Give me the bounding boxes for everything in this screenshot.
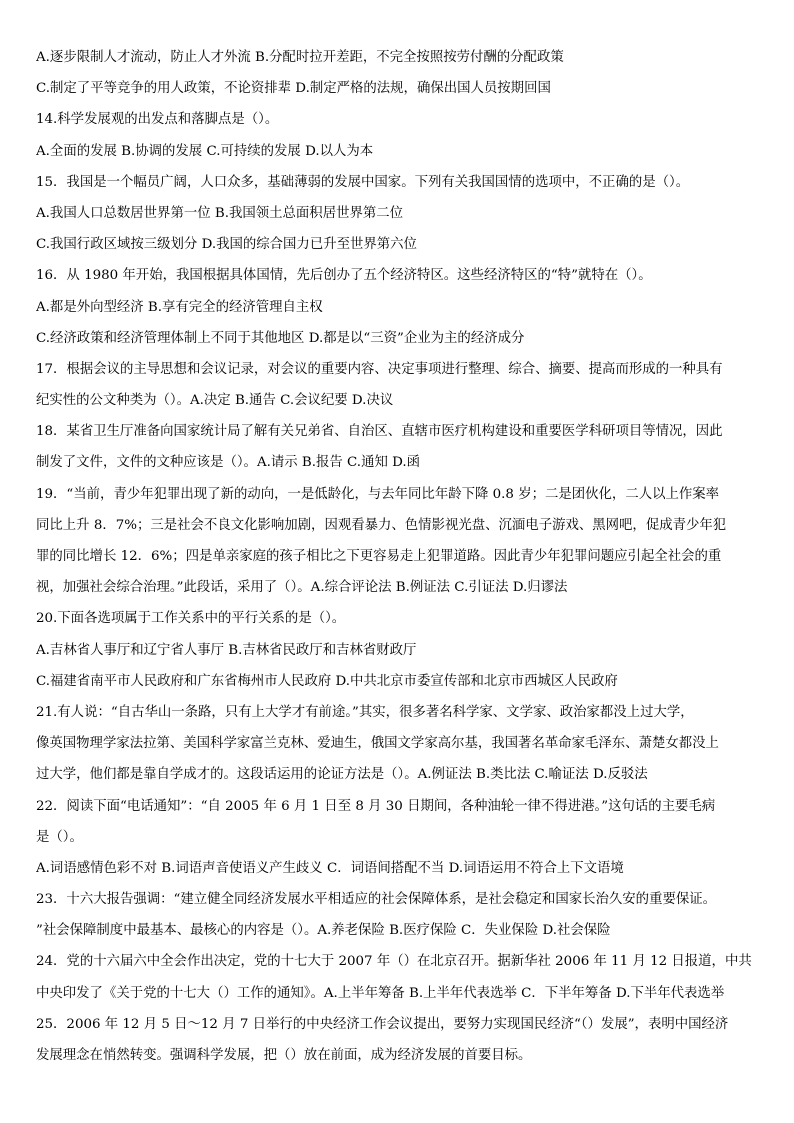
text-line: 视，加强社会综合治理。”此段话，采用了（）。A.综合评论法 B.例证法 C.引证法 D.归谬法: [36, 580, 568, 596]
text-line: A.逐步限制人才流动，防止人才外流 B.分配时拉开差距，不完全按照按劳付酬的分配政策: [36, 50, 564, 65]
question-17: 17．根据会议的主导思想和会议记录，对会议的重要内容、决定事项进行整理、综合、摘要、提高而形成的一种具有: [36, 361, 723, 377]
text-line: A.我国人口总数居世界第一位 B.我国领土总面积居世界第二位: [36, 205, 404, 221]
question-21: 21.有人说：“自古华山一条路，只有上大学才有前途。”其实，很多著名科学家、文学家、政治家都没上过大学，: [36, 704, 694, 720]
question-20: 20.下面各选项属于工作关系中的平行关系的是（）。: [36, 611, 346, 627]
question-22: 22．阅读下面“电话通知”：“自 2005 年 6 月 1 日至 8 月 30 日期间，各种油轮一律不得进港。”这句话的主要毛病: [36, 798, 716, 814]
question-16: 16．从 1980 年开始，我国根据具体国情，先后创办了五个经济特区。这些经济特区的“特”就特在（）。: [36, 268, 652, 284]
text-line: A.全面的发展 B.协调的发展 C.可持续的发展 D.以人为本: [36, 143, 374, 159]
question-14: 14.科学发展观的出发点和落脚点是（）。: [36, 112, 279, 128]
text-line: 制发了文件，文件的文种应该是（）。A.请示 B.报告 C.通知 D.函: [36, 455, 421, 471]
text-line: A.都是外向型经济 B.享有完全的经济管理自主权: [36, 299, 323, 315]
document-body: [36, 42, 760, 1071]
text-line: 同比上升 8．7%；三是社会不良文化影响加剧，因观看暴力、色情影视光盘、沉湎电子游戏、黑网吧，促成青少年犯: [36, 517, 727, 533]
question-18: 18．某省卫生厅准备向国家统计局了解有关兄弟省、自治区、直辖市医疗机构建设和重要医学科研项目等情况，因此: [36, 424, 723, 440]
text-line: 纪实性的公文种类为（）。A.决定 B.通告 C.会议纪要 D.决议: [36, 393, 394, 409]
question-24: 24．党的十六届六中全会作出决定，党的十七大于 2007 年（）在北京召开。据新华社 2006 年 11 月 12 日报道，中共: [36, 954, 752, 970]
text-line: 过大学，他们都是靠自学成才的。这段话运用的论证方法是（）。A.例证法 B.类比法 C.喻证法 D.反驳法: [36, 767, 648, 783]
text-line: 中央印发了《关于党的十七大（）工作的通知》。A.上半年筹备 B.上半年代表选举 C．下半年筹备 D.下半年代表选举: [36, 985, 725, 1001]
text-line: C.制定了平等竞争的用人政策，不论资排辈 D.制定严格的法规，确保出国人员按期回国: [36, 81, 551, 97]
text-line: 罪的同比增长 12．6%；四是单亲家庭的孩子相比之下更容易走上犯罪道路。因此青少年犯罪问题应引起全社会的重: [36, 549, 722, 564]
text-line: 发展理念在悄然转变。强调科学发展，把（）放在前面，成为经济发展的首要目标。: [36, 1048, 532, 1063]
text-line: C.经济政策和经济管理体制上不同于其他地区 D.都是以“三资”企业为主的经济成分: [36, 330, 525, 346]
question-19: 19．“当前，青少年犯罪出现了新的动向，一是低龄化，与去年同比年龄下降 0.8 岁；二是团伙化，二人以上作案率: [36, 486, 720, 502]
question-23: 23．十六大报告强调：“建立健全同经济发展水平相适应的社会保障体系，是社会稳定和国家长治久安的重要保证。: [36, 892, 717, 908]
text-line: 像英国物理学家法拉第、美国科学家富兰克林、爱迪生，俄国文学家高尔基，我国著名革命家毛泽东、萧楚女都没上: [36, 736, 719, 752]
text-line: 是（）。: [36, 829, 83, 845]
question-15: 15．我国是一个幅员广阔，人口众多，基础薄弱的发展中国家。下列有关我国国情的选项中，不正确的是（）。: [36, 174, 690, 190]
text-line: A.吉林省人事厅和辽宁省人事厅 B.吉林省民政厅和吉林省财政厅: [36, 642, 417, 658]
text-line: C.福建省南平市人民政府和广东省梅州市人民政府 D.中共北京市委宣传部和北京市西城区人民政府: [36, 673, 618, 689]
text-line: A.词语感情色彩不对 B.词语声音使语义产生歧义 C．词语间搭配不当 D.词语运用不符合上下文语境: [36, 860, 624, 876]
text-line: ”社会保障制度中最基本、最核心的内容是（）。A.养老保险 B.医疗保险 C．失业保险 D.社会保险: [36, 923, 611, 939]
text-line: C.我国行政区域按三级划分 D.我国的综合国力已升至世界第六位: [36, 237, 417, 253]
question-25: 25．2006 年 12 月 5 日～12 月 7 日举行的中央经济工作会议提出，要努力实现国民经济“（）发展”，表明中国经济: [36, 1016, 729, 1032]
